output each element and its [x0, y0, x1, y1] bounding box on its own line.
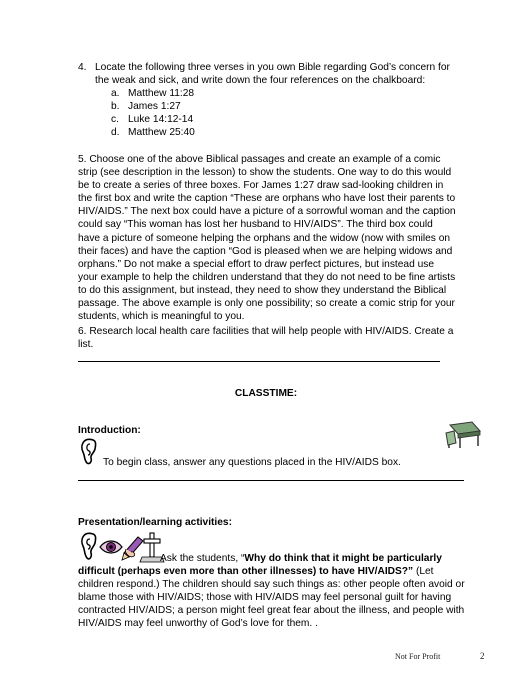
- presentation-text: Ask the students, “Why do think that it might be particularly difficult (perhaps even more than other illnesses) to have HIV/AIDS?” (Let children respond.) The children should say such things as: other people often avoid or blame those with HIV/AIDS; those with HIV/AIDS may feel personal guilt for having contracted HIV/AIDS; a person might feel great fear about the illness, and people with HIV/AIDS may feel unworthy of God’s love for them. .: [78, 553, 465, 630]
- instruction-item-6: 6. Research local health care facilities that will help people with HIV/AIDS. Create a list.: [78, 326, 454, 351]
- item-number: 4.: [78, 62, 87, 73]
- school-desk-icon: [440, 419, 486, 449]
- divider-line: [78, 480, 464, 481]
- footer-label: Not For Profit: [395, 652, 441, 661]
- introduction-heading: Introduction:: [78, 425, 141, 436]
- item-text: Locate the following three verses in you own Bible regarding God’s concern for the weak and sick, and write down the four references on the chalkboard:: [95, 62, 450, 87]
- ear-icon: [78, 436, 100, 466]
- instruction-item-5: 5. Choose one of the above Biblical passages and create an example of a comic strip (see description in the lesson) to show the students. One way to do this would be to create a series of three boxes. For James 1:27 draw sad-looking children in the first box and write the caption “These are orphans who have lost their parents to HIV/AIDS.” The next box could have a picture of a sorrowful woman and the caption could say “This woman has lost her husband to HIV/AIDS”. The third box could have a picture of someone helping the orphans and the widow (now with smiles on their faces) and have the caption “God is pleased when we are helping widows and orphans.” Do not make a special effort to draw perfect pictures, but instead use your example to help the children understand that they do not need to be fine artists to do this assignment, but instead, they need to show they understand the Biblical passage. The above example is only one possibility; so create a comic strip for your students, which is meaningful to you.: [78, 154, 456, 323]
- instruction-item-4: [78, 61, 456, 140]
- discussion-question: Why do think that it might be particularly difficult (perhaps even more than other illnesses) to have HIV/AIDS?”: [78, 553, 442, 578]
- divider-line: [78, 361, 440, 362]
- section-title: CLASSTIME:: [234, 388, 298, 399]
- page-number: 2: [480, 651, 485, 661]
- presentation-heading: Presentation/learning activities:: [78, 517, 232, 528]
- verse-item: a. Matthew 11:28: [111, 88, 195, 100]
- verse-item: c. Luke 14:12-14: [111, 114, 194, 126]
- verse-item: d. Matthew 25:40: [111, 127, 195, 139]
- verse-item: b. James 1:27: [111, 101, 181, 113]
- verse-list: [111, 87, 456, 139]
- introduction-text: To begin class, answer any questions placed in the HIV/AIDS box.: [103, 457, 401, 468]
